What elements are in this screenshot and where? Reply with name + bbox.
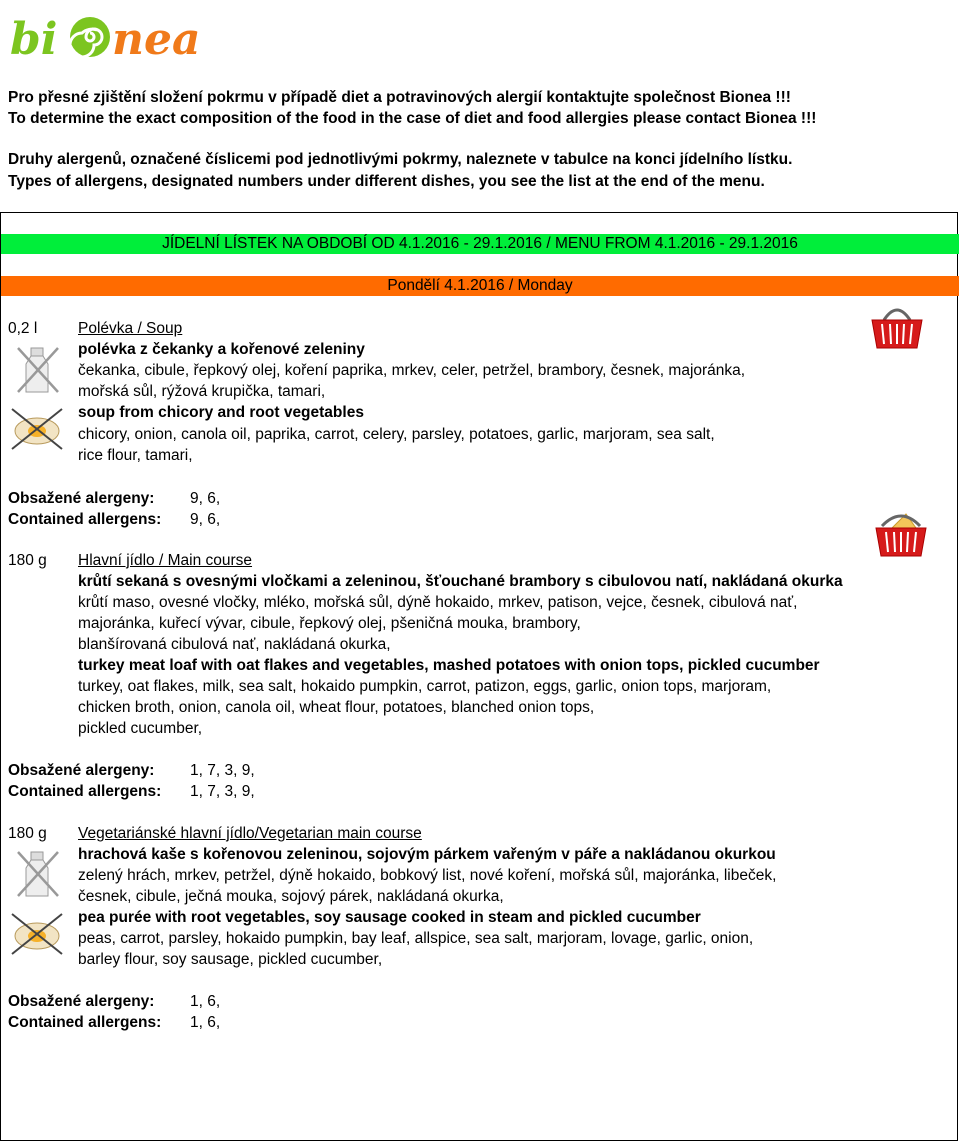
day-title-band: Pondělí 4.1.2016 / Monday xyxy=(1,276,959,296)
dish-category: Vegetariánské hlavní jídlo/Vegetarian main course xyxy=(78,825,422,842)
intro-cz-contact: Pro přesné zjištění složení pokrmu v případě diet a potravinových alergií kontaktujte společnost Bionea !!! xyxy=(8,89,791,106)
allergens-cz-label: Obsažené alergeny: xyxy=(8,490,155,507)
basket-icon xyxy=(868,306,926,352)
basket-cheese-icon xyxy=(872,508,930,560)
allergens-en-label: Contained allergens: xyxy=(8,511,162,528)
dish-ingredients-cz: čekanka, cibule, řepkový olej, koření paprika, mrkev, celer, petržel, brambory, česnek, majoránka, xyxy=(78,362,746,379)
dish-name-en: turkey meat loaf with oat flakes and vegetables, mashed potatoes with onion tops, pickled cucumber xyxy=(78,657,820,674)
dish-ingredients-cz: zelený hrách, mrkev, petržel, dýně hokaido, bobkový list, nové koření, mořská sůl, majoránka, libeček, xyxy=(78,867,777,884)
dish-ingredients-en: pickled cucumber, xyxy=(78,720,203,737)
dish-ingredients-cz: česnek, cibule, ječná mouka, sojový párek, nakládaná okurka, xyxy=(78,888,504,905)
dish-category: Hlavní jídlo / Main course xyxy=(78,552,253,569)
svg-text:nea: nea xyxy=(112,14,201,65)
dish-ingredients-en: turkey, oat flakes, milk, sea salt, hokaido pumpkin, carrot, patizon, eggs, garlic, onion tops, marjoram, xyxy=(78,678,772,695)
no-egg-icon xyxy=(8,910,66,958)
menu-title-band: JÍDELNÍ LÍSTEK NA OBDOBÍ OD 4.1.2016 - 29.1.2016 / MENU FROM 4.1.2016 - 29.1.2016 xyxy=(1,234,959,254)
allergens-cz-label: Obsažené alergeny: xyxy=(8,762,155,779)
dish-ingredients-en: rice flour, tamari, xyxy=(78,447,193,464)
dish-ingredients-en: chicory, onion, canola oil, paprika, carrot, celery, parsley, potatoes, garlic, marjoram, sea salt, xyxy=(78,426,715,443)
bionea-logo xyxy=(8,4,218,66)
allergens-values: 1, 7, 3, 9, xyxy=(190,762,255,779)
no-milk-icon xyxy=(14,848,62,900)
dish-portion: 180 g xyxy=(8,552,47,569)
no-egg-icon xyxy=(8,405,66,453)
dish-name-cz: hrachová kaše s kořenovou zeleninou, sojovým párkem vařeným v páře a nakládanou okurkou xyxy=(78,846,776,863)
allergens-en-label: Contained allergens: xyxy=(8,783,162,800)
svg-text:bi: bi xyxy=(10,14,58,65)
dish-ingredients-en: chicken broth, onion, canola oil, wheat flour, potatoes, blanched onion tops, xyxy=(78,699,595,716)
no-milk-icon xyxy=(14,344,62,396)
dish-name-cz: krůtí sekaná s ovesnými vločkami a zeleninou, šťouchané brambory s cibulovou natí, nakládaná okurka xyxy=(78,573,843,590)
dish-ingredients-cz: krůtí maso, ovesné vločky, mléko, mořská sůl, dýně hokaido, mrkev, patison, vejce, česnek, cibulová nať, xyxy=(78,594,798,611)
allergens-cz-label: Obsažené alergeny: xyxy=(8,993,155,1010)
dish-ingredients-cz: mořská sůl, rýžová krupička, tamari, xyxy=(78,383,326,400)
dish-portion: 180 g xyxy=(8,825,47,842)
dish-name-en: soup from chicory and root vegetables xyxy=(78,404,364,421)
dish-category: Polévka / Soup xyxy=(78,320,183,337)
intro-en-allergens: Types of allergens, designated numbers under different dishes, you see the list at the end of the menu. xyxy=(8,173,765,190)
intro-cz-allergens: Druhy alergenů, označené číslicemi pod jednotlivými pokrmy, naleznete v tabulce na konci jídelního lístku. xyxy=(8,151,793,168)
dish-name-cz: polévka z čekanky a kořenové zeleniny xyxy=(78,341,365,358)
allergens-en-label: Contained allergens: xyxy=(8,1014,162,1031)
dish-ingredients-en: barley flour, soy sausage, pickled cucumber, xyxy=(78,951,383,968)
dish-ingredients-en: peas, carrot, parsley, hokaido pumpkin, bay leaf, allspice, sea salt, marjoram, lovage, garlic, onion, xyxy=(78,930,754,947)
allergens-values: 9, 6, xyxy=(190,511,221,528)
allergens-values: 1, 7, 3, 9, xyxy=(190,783,255,800)
dish-ingredients-cz: majoránka, kuřecí vývar, cibule, řepkový olej, pšeničná mouka, brambory, xyxy=(78,615,581,632)
dish-portion: 0,2 l xyxy=(8,320,38,337)
allergens-values: 1, 6, xyxy=(190,993,221,1010)
allergens-values: 1, 6, xyxy=(190,1014,221,1031)
intro-en-contact: To determine the exact composition of the food in the case of diet and food allergies please contact Bionea !!! xyxy=(8,110,817,127)
dish-name-en: pea purée with root vegetables, soy sausage cooked in steam and pickled cucumber xyxy=(78,909,701,926)
allergens-values: 9, 6, xyxy=(190,490,221,507)
dish-ingredients-cz: blanšírovaná cibulová nať, nakládaná okurka, xyxy=(78,636,391,653)
